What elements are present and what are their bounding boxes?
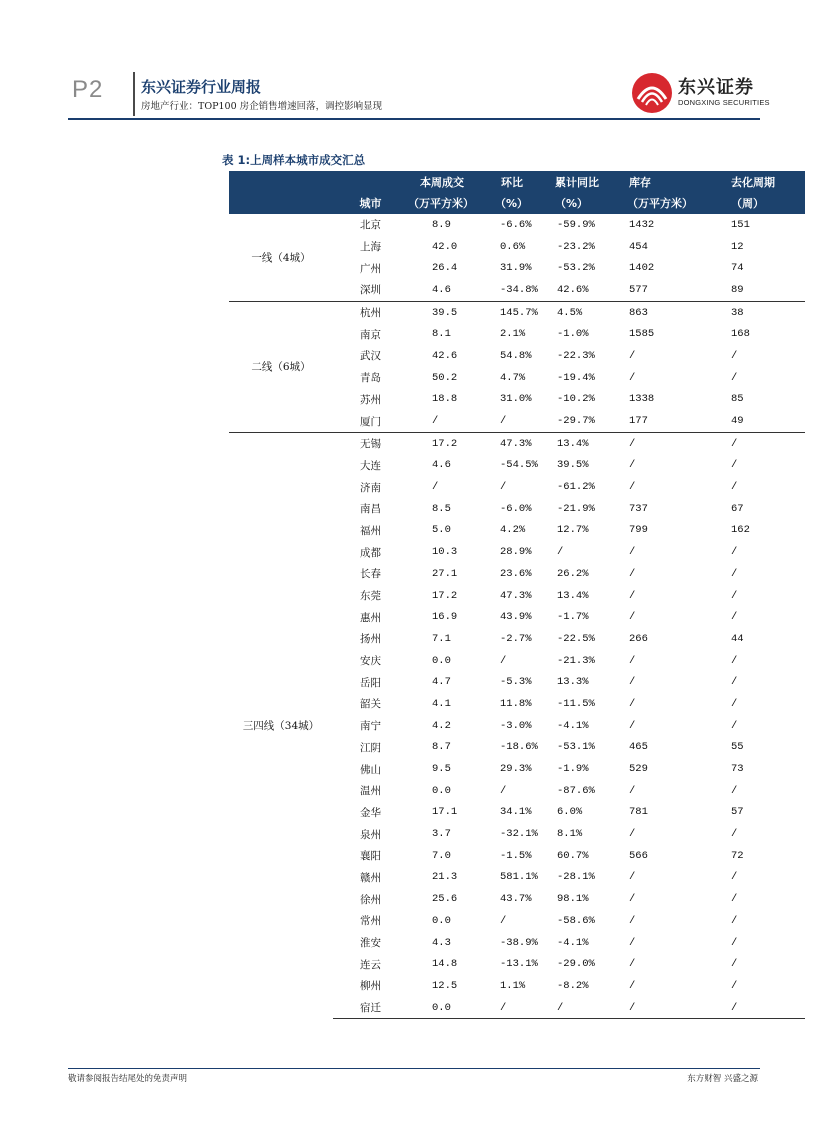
mom-cell: 31.0%	[500, 393, 532, 406]
city-cell: 东莞	[360, 590, 381, 603]
cycle-cell: /	[731, 784, 738, 797]
yoy-cell: -21.3%	[557, 654, 595, 667]
city-cell: 长春	[360, 568, 381, 581]
cycle-cell: /	[731, 697, 738, 710]
weekly-cell: 4.2	[432, 719, 451, 732]
weekly-cell: 39.5	[408, 301, 487, 323]
cycle-cell: /	[731, 871, 738, 884]
tier-label: 三四线（34城）	[229, 432, 333, 1019]
city-transactions-table	[229, 171, 805, 1019]
cycle-cell: 12	[731, 240, 744, 253]
header-blank-2	[229, 193, 333, 215]
weekly-cell: 8.5	[432, 502, 451, 515]
city-cell: 厦门	[360, 415, 381, 428]
cycle-cell: /	[731, 914, 738, 927]
mom-cell: -6.0%	[500, 502, 532, 515]
mom-cell: -34.8%	[500, 283, 538, 296]
mom-cell: 23.6%	[500, 567, 532, 580]
yoy-cell: -4.1%	[557, 719, 589, 732]
logo-text-cn: 东兴证券	[678, 77, 754, 98]
mom-cell: /	[500, 481, 507, 494]
cycle-cell: 151	[731, 218, 750, 231]
inventory-cell: 1432	[629, 218, 655, 231]
cycle-cell: 73	[731, 763, 744, 776]
header-mom-unit: （%）	[487, 193, 555, 215]
yoy-cell: 42.6%	[557, 283, 589, 296]
report-subtitle: 房地产行业：TOP100 房企销售增速回落，调控影响显现	[141, 101, 383, 112]
yoy-cell: 8.1%	[557, 828, 583, 841]
mom-cell: 11.8%	[500, 697, 532, 710]
city-cell: 武汉	[360, 350, 381, 363]
inventory-cell: 266	[629, 632, 648, 645]
inventory-cell: /	[627, 432, 720, 454]
yoy-cell: -61.2%	[557, 481, 595, 494]
weekly-cell: 0.0	[432, 654, 451, 667]
header-row-1	[229, 171, 805, 193]
city-cell: 青岛	[360, 372, 381, 385]
inventory-cell: 781	[629, 806, 648, 819]
weekly-cell: 0.0	[432, 784, 451, 797]
inventory-cell: 799	[629, 524, 648, 537]
footer-disclaimer: 敬请参阅报告结尾处的免责声明	[68, 1074, 188, 1084]
inventory-cell: /	[629, 936, 636, 949]
cycle-cell: /	[731, 459, 738, 472]
cycle-cell: /	[731, 481, 738, 494]
header-city: 城市	[333, 193, 408, 215]
mom-cell: /	[500, 654, 507, 667]
mom-cell: -5.3%	[500, 676, 532, 689]
header-divider	[133, 72, 135, 116]
yoy-cell: -22.3%	[557, 349, 595, 362]
header-inventory: 库存	[627, 171, 720, 193]
city-cell: 大连	[360, 459, 381, 472]
cycle-cell: /	[731, 589, 738, 602]
weekly-cell: 42.6	[432, 349, 458, 362]
cycle-cell: /	[720, 997, 805, 1019]
cycle-cell: 72	[731, 849, 744, 862]
mom-cell: 47.3%	[487, 432, 555, 454]
mom-cell: /	[500, 784, 507, 797]
inventory-cell: 863	[627, 301, 720, 323]
header-row-2	[229, 193, 805, 215]
city-cell: 南昌	[360, 503, 381, 516]
yoy-cell: -22.5%	[557, 632, 595, 645]
yoy-cell: -11.5%	[557, 697, 595, 710]
cycle-cell: /	[731, 893, 738, 906]
city-cell: 上海	[360, 241, 381, 254]
table-row	[229, 301, 805, 323]
city-cell: 宿迁	[333, 997, 408, 1019]
city-cell: 无锡	[333, 432, 408, 454]
mom-cell: 31.9%	[500, 262, 532, 275]
city-cell: 淮安	[360, 937, 381, 950]
city-cell: 岳阳	[360, 676, 381, 689]
inventory-cell: /	[629, 654, 636, 667]
mom-cell: 28.9%	[500, 546, 532, 559]
yoy-cell: /	[555, 997, 627, 1019]
footer-rule	[68, 1068, 760, 1069]
city-cell: 安庆	[360, 655, 381, 668]
inventory-cell: /	[629, 697, 636, 710]
yoy-cell: /	[557, 546, 564, 559]
yoy-cell: -28.1%	[557, 871, 595, 884]
weekly-cell: 17.2	[432, 589, 458, 602]
header-inventory-unit: （万平方米）	[627, 193, 720, 215]
inventory-cell: /	[629, 979, 636, 992]
city-cell: 杭州	[333, 301, 408, 323]
header-cycle: 去化周期	[720, 171, 805, 193]
cycle-cell: 55	[731, 741, 744, 754]
city-cell: 徐州	[360, 893, 381, 906]
weekly-cell: 17.1	[432, 806, 458, 819]
mom-cell: 4.7%	[500, 371, 526, 384]
mom-cell: 1.1%	[500, 979, 526, 992]
inventory-cell: 1338	[629, 393, 655, 406]
mom-cell: 43.9%	[500, 611, 532, 624]
inventory-cell: 1585	[629, 328, 655, 341]
cycle-cell: /	[731, 654, 738, 667]
inventory-cell: /	[629, 719, 636, 732]
cycle-cell: 67	[731, 502, 744, 515]
weekly-cell: 4.6	[432, 459, 451, 472]
yoy-cell: 60.7%	[557, 849, 589, 862]
mom-cell: -32.1%	[500, 828, 538, 841]
city-cell: 韶关	[360, 698, 381, 711]
yoy-cell: -10.2%	[557, 393, 595, 406]
weekly-cell: 7.1	[432, 632, 451, 645]
mom-cell: 47.3%	[500, 589, 532, 602]
city-cell: 广州	[360, 262, 381, 275]
cycle-cell: /	[731, 371, 738, 384]
weekly-cell: 18.8	[432, 393, 458, 406]
weekly-cell: 42.0	[432, 240, 458, 253]
cycle-cell: /	[731, 719, 738, 732]
header-city-spacer	[333, 171, 408, 193]
cycle-cell: /	[731, 676, 738, 689]
yoy-cell: -23.2%	[557, 240, 595, 253]
yoy-cell: 6.0%	[557, 806, 583, 819]
mom-cell: -3.0%	[500, 719, 532, 732]
cycle-cell: 57	[731, 806, 744, 819]
mom-cell: 2.1%	[500, 328, 526, 341]
header-cycle-unit: （周）	[720, 193, 805, 215]
weekly-cell: 4.6	[432, 283, 451, 296]
weekly-cell: 4.3	[432, 936, 451, 949]
mom-cell: -6.6%	[500, 218, 532, 231]
mom-cell: /	[487, 997, 555, 1019]
weekly-cell: 12.5	[432, 979, 458, 992]
weekly-cell: /	[432, 415, 439, 428]
weekly-cell: 4.7	[432, 676, 451, 689]
mom-cell: /	[500, 914, 507, 927]
yoy-cell: 13.3%	[557, 676, 589, 689]
yoy-cell: 26.2%	[557, 567, 589, 580]
inventory-cell: /	[629, 349, 636, 362]
inventory-cell: /	[629, 893, 636, 906]
cycle-cell: 162	[731, 524, 750, 537]
yoy-cell: 4.5%	[555, 301, 627, 323]
page-number: P2	[72, 76, 104, 103]
inventory-cell: /	[629, 828, 636, 841]
inventory-cell: /	[629, 481, 636, 494]
mom-cell: -1.5%	[500, 849, 532, 862]
header-weekly: 本周成交	[408, 171, 487, 193]
cycle-cell: /	[731, 349, 738, 362]
weekly-cell: 5.0	[432, 524, 451, 537]
cycle-cell: 44	[731, 632, 744, 645]
city-cell: 温州	[360, 785, 381, 798]
header-weekly-unit: （万平方米）	[408, 193, 487, 215]
weekly-cell: 8.1	[432, 328, 451, 341]
inventory-cell: 577	[629, 283, 648, 296]
table-row	[229, 432, 805, 454]
inventory-cell: /	[629, 871, 636, 884]
mom-cell: -18.6%	[500, 741, 538, 754]
inventory-cell: /	[627, 997, 720, 1019]
inventory-cell: /	[629, 546, 636, 559]
cycle-cell: 74	[731, 262, 744, 275]
yoy-cell: 13.4%	[555, 432, 627, 454]
yoy-cell: -8.2%	[557, 979, 589, 992]
weekly-cell: /	[432, 481, 439, 494]
weekly-cell: 16.9	[432, 611, 458, 624]
city-cell: 赣州	[360, 871, 381, 884]
mom-cell: 34.1%	[500, 806, 532, 819]
cycle-cell: 89	[731, 283, 744, 296]
header-blank	[229, 171, 333, 193]
cycle-cell: /	[720, 432, 805, 454]
cycle-cell: 85	[731, 393, 744, 406]
yoy-cell: -53.2%	[557, 262, 595, 275]
yoy-cell: -29.0%	[557, 958, 595, 971]
cycle-cell: /	[731, 611, 738, 624]
city-cell: 常州	[360, 915, 381, 928]
city-cell: 金华	[360, 806, 381, 819]
city-cell: 扬州	[360, 633, 381, 646]
weekly-cell: 8.7	[432, 741, 451, 754]
inventory-cell: 566	[629, 849, 648, 862]
tier-label: 一线（4城）	[251, 251, 311, 264]
weekly-cell: 17.2	[408, 432, 487, 454]
mom-cell: 54.8%	[500, 349, 532, 362]
weekly-cell: 21.3	[432, 871, 458, 884]
footer-slogan: 东方财智 兴盛之源	[687, 1074, 758, 1084]
cycle-cell: /	[731, 546, 738, 559]
weekly-cell: 4.1	[432, 697, 451, 710]
cycle-cell: /	[731, 958, 738, 971]
inventory-cell: 454	[629, 240, 648, 253]
weekly-cell: 27.1	[432, 567, 458, 580]
city-cell: 深圳	[360, 284, 381, 297]
weekly-cell: 8.9	[432, 218, 451, 231]
inventory-cell: 529	[629, 763, 648, 776]
weekly-cell: 50.2	[432, 371, 458, 384]
header-rule	[68, 118, 760, 120]
header-yoy-unit: （%）	[555, 193, 627, 215]
cycle-cell: /	[731, 828, 738, 841]
city-cell: 济南	[360, 481, 381, 494]
table-body	[229, 214, 805, 1019]
cycle-cell: 168	[731, 328, 750, 341]
weekly-cell: 26.4	[432, 262, 458, 275]
city-cell: 柳州	[360, 980, 381, 993]
tier-label: 二线（6城）	[229, 301, 333, 432]
inventory-cell: /	[629, 676, 636, 689]
table-row	[229, 214, 805, 236]
logo-text-en: DONGXING SECURITIES	[678, 98, 770, 107]
city-cell: 苏州	[360, 393, 381, 406]
yoy-cell: 12.7%	[557, 524, 589, 537]
city-cell: 福州	[360, 524, 381, 537]
yoy-cell: -21.9%	[557, 502, 595, 515]
yoy-cell: -4.1%	[557, 936, 589, 949]
city-cell: 南京	[360, 328, 381, 341]
inventory-cell: /	[629, 958, 636, 971]
header-yoy: 累计同比	[555, 171, 627, 193]
inventory-cell: 465	[629, 741, 648, 754]
weekly-cell: 14.8	[432, 958, 458, 971]
inventory-cell: /	[629, 784, 636, 797]
yoy-cell: 13.4%	[557, 589, 589, 602]
report-title: 东兴证券行业周报	[141, 78, 262, 96]
cycle-cell: 38	[720, 301, 805, 323]
inventory-cell: 177	[629, 415, 648, 428]
cycle-cell: /	[731, 979, 738, 992]
header-mom: 环比	[487, 171, 555, 193]
city-cell: 江阴	[360, 741, 381, 754]
city-cell: 惠州	[360, 611, 381, 624]
mom-cell: -54.5%	[500, 459, 538, 472]
yoy-cell: 98.1%	[557, 893, 589, 906]
inventory-cell: /	[629, 567, 636, 580]
table-title: 表 1:上周样本城市成交汇总	[222, 153, 366, 167]
mom-cell: 0.6%	[500, 240, 526, 253]
mom-cell: 145.7%	[487, 301, 555, 323]
city-cell: 襄阳	[360, 850, 381, 863]
yoy-cell: -53.1%	[557, 741, 595, 754]
cycle-cell: 49	[731, 415, 744, 428]
yoy-cell: -29.7%	[557, 415, 595, 428]
inventory-cell: /	[629, 611, 636, 624]
cycle-cell: /	[731, 567, 738, 580]
city-cell: 北京	[360, 219, 381, 232]
inventory-cell: 1402	[629, 262, 655, 275]
city-cell: 泉州	[360, 828, 381, 841]
cycle-cell: /	[731, 936, 738, 949]
weekly-cell: 9.5	[432, 763, 451, 776]
yoy-cell: -1.7%	[557, 611, 589, 624]
weekly-cell: 10.3	[432, 546, 458, 559]
mom-cell: /	[500, 415, 507, 428]
inventory-cell: /	[629, 589, 636, 602]
yoy-cell: -19.4%	[557, 371, 595, 384]
yoy-cell: 39.5%	[557, 459, 589, 472]
city-cell: 佛山	[360, 763, 381, 776]
mom-cell: 29.3%	[500, 763, 532, 776]
mom-cell: -2.7%	[500, 632, 532, 645]
mom-cell: 581.1%	[500, 871, 538, 884]
yoy-cell: -58.6%	[557, 914, 595, 927]
yoy-cell: -59.9%	[557, 218, 595, 231]
weekly-cell: 25.6	[432, 893, 458, 906]
yoy-cell: -87.6%	[557, 784, 595, 797]
mom-cell: 43.7%	[500, 893, 532, 906]
city-cell: 南宁	[360, 720, 381, 733]
city-cell: 成都	[360, 546, 381, 559]
inventory-cell: 737	[629, 502, 648, 515]
inventory-cell: /	[629, 914, 636, 927]
yoy-cell: -1.9%	[557, 763, 589, 776]
inventory-cell: /	[629, 371, 636, 384]
weekly-cell: 7.0	[432, 849, 451, 862]
mom-cell: 4.2%	[500, 524, 526, 537]
inventory-cell: /	[629, 459, 636, 472]
yoy-cell: -1.0%	[557, 328, 589, 341]
weekly-cell: 0.0	[432, 914, 451, 927]
weekly-cell: 0.0	[408, 997, 487, 1019]
mom-cell: -38.9%	[500, 936, 538, 949]
city-cell: 连云	[360, 958, 381, 971]
mom-cell: -13.1%	[500, 958, 538, 971]
weekly-cell: 3.7	[432, 828, 451, 841]
